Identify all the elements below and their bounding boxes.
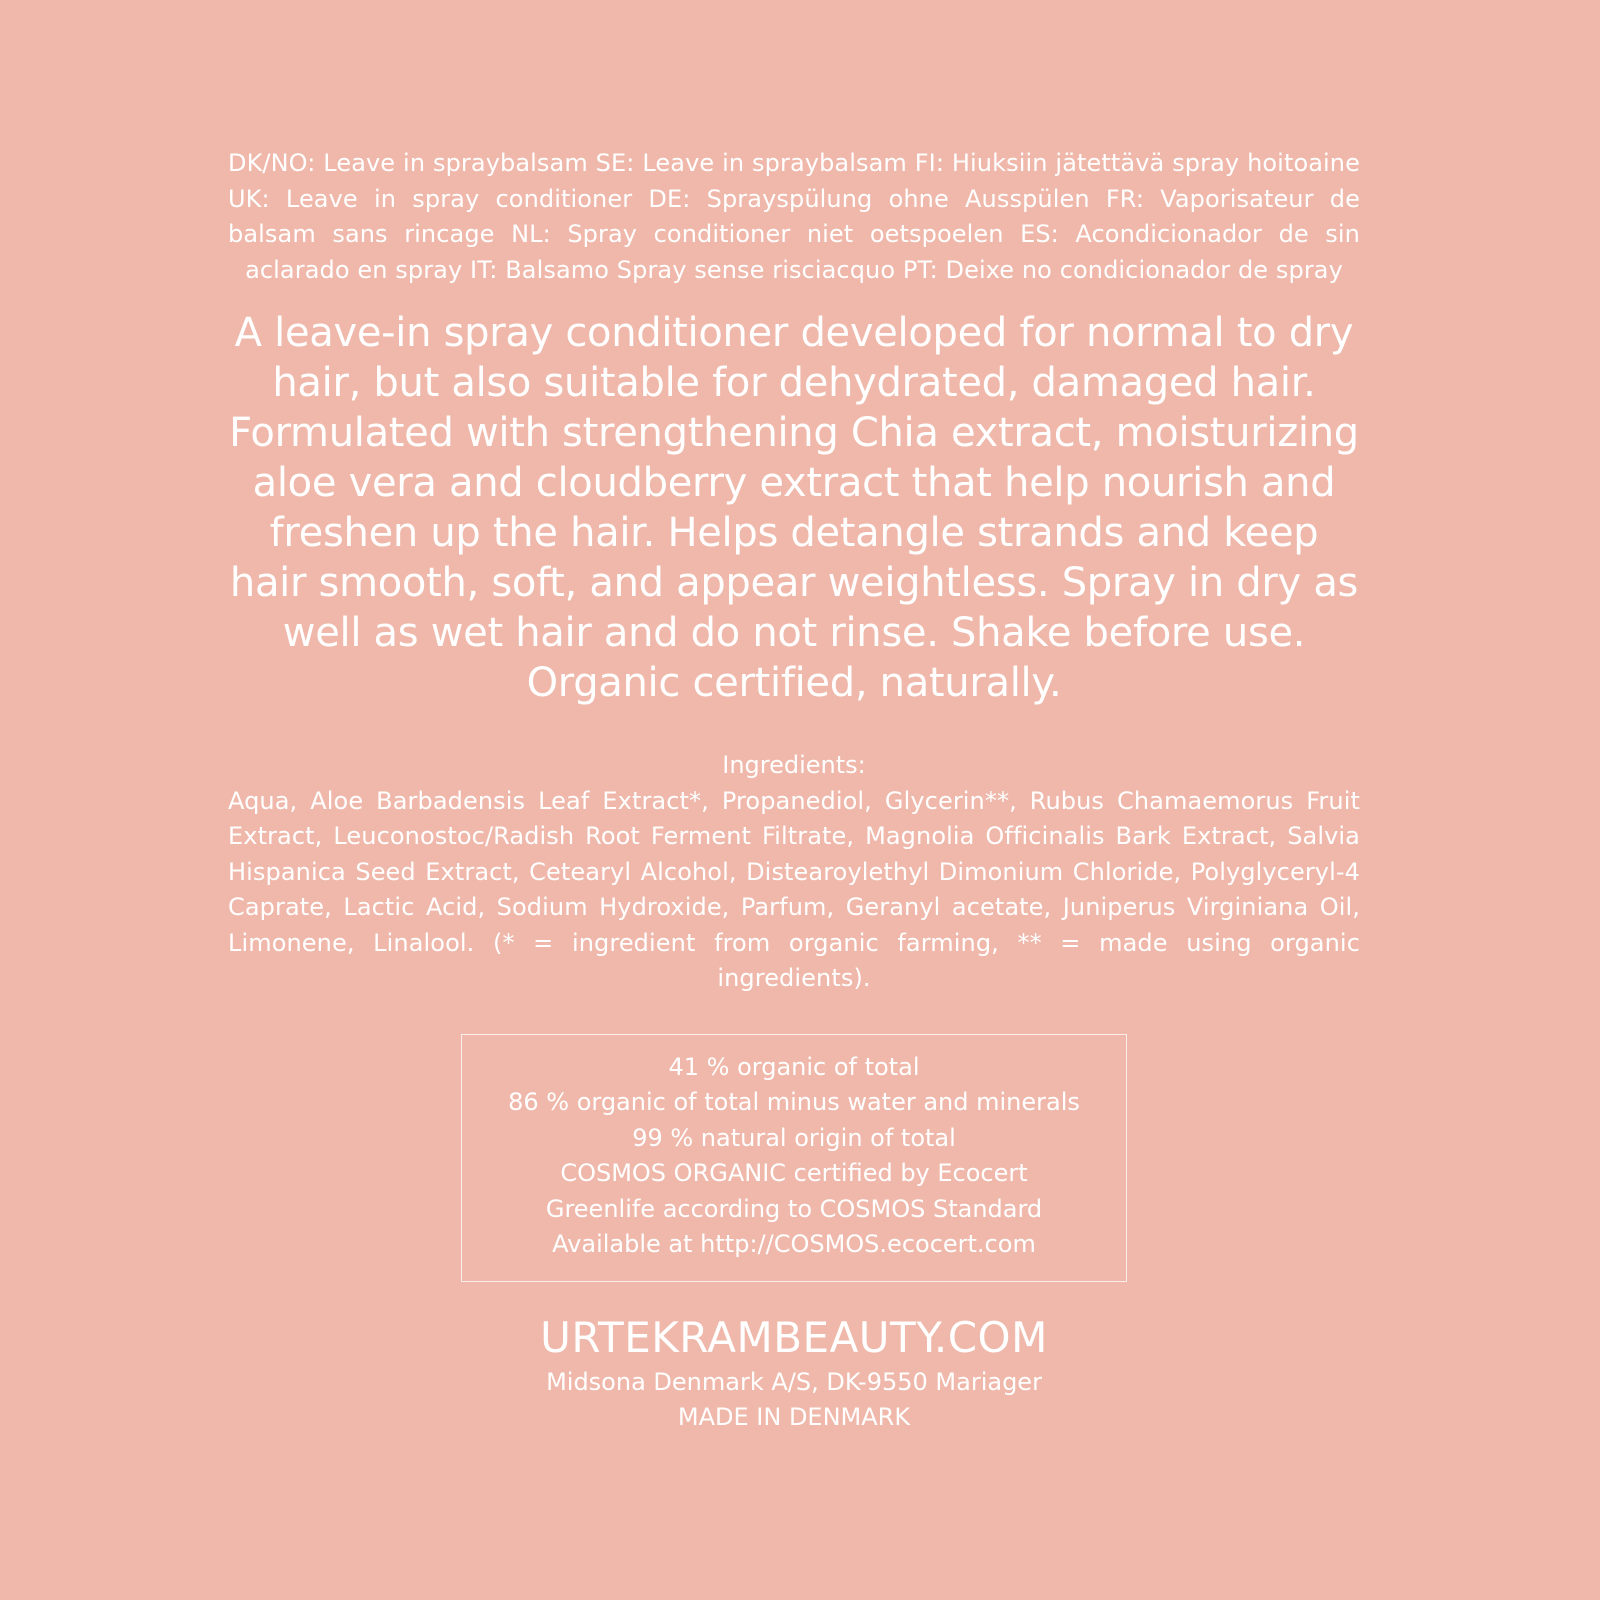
cert-line-natural-origin: 99 % natural origin of total (632, 1123, 956, 1152)
made-in-label: MADE IN DENMARK (677, 1403, 911, 1431)
cert-line-organic-minus-water: 86 % organic of total minus water and minerals (508, 1088, 1080, 1116)
company-address: Midsona Denmark A/S, DK-9550 Mariager (546, 1367, 1042, 1396)
product-name-translations: DK/NO: Leave in spraybalsam SE: Leave in spraybalsam FI: Hiuksiin jätettävä spray hoitoaine UK: Leave in spray conditioner DE: Sprayspülung ohne Ausspülen FR: Vaporisateur de balsam sans rincage NL: Spray conditioner niet oetspoelen ES: Acondicionador de sin aclarado en spray IT: Balsamo Spray sense risciacquo PT: Deixe no condicionador de spray (228, 149, 1360, 284)
footer (228, 1311, 1360, 1436)
cert-line-availability: Available at http://COSMOS.ecocert.com (552, 1230, 1036, 1258)
ingredients-section (228, 748, 1360, 997)
ingredients-list: Aqua, Aloe Barbadensis Leaf Extract*, Propanediol, Glycerin**, Rubus Chamaemorus Fruit Extract, Leuconostoc/Radish Root Ferment Filtrate, Magnolia Officinalis Bark Extract, Salvia Hispanica Seed Extract, Cetearyl Alcohol, Distearoylethyl Dimonium Chloride, Polyglyceryl-4 Caprate, Lactic Acid, Sodium Hydroxide, Parfum, Geranyl acetate, Juniperus Virginiana Oil, Limonene, Linalool. (* = ingredient from organic farming, ** = made using organic ingredients). (228, 786, 1360, 992)
ingredients-heading: Ingredients: (722, 751, 866, 779)
cert-line-organic-total: 41 % organic of total (668, 1052, 920, 1081)
product-description: A leave-in spray conditioner developed for normal to dry hair, but also suitable for dehydrated, damaged hair. Formulated with strengthening Chia extract, moisturizing aloe vera and cloudberry extract that help nourish and freshen up the hair. Helps detangle strands and keep hair smooth, soft, and appear weightless. Spray in dry as well as wet hair and do not rinse. Shake before use. Organic certified, naturally. (229, 310, 1359, 706)
label-panel (228, 146, 1360, 1436)
cert-line-cosmos-certified: COSMOS ORGANIC certified by Ecocert (560, 1159, 1028, 1187)
website-url: URTEKRAMBEAUTY.COM (540, 1312, 1048, 1362)
certification-box (461, 1034, 1127, 1282)
cert-line-greenlife-standard: Greenlife according to COSMOS Standard (545, 1194, 1043, 1223)
